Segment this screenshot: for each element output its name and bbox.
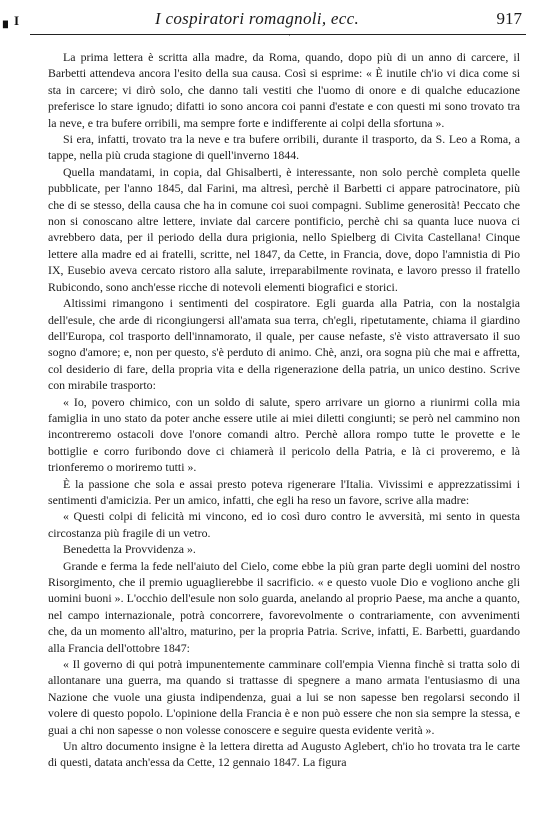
printer-mark: ·	[288, 30, 291, 40]
header-rule	[30, 34, 526, 35]
body-text	[48, 49, 520, 771]
paragraph: Grande e ferma la fede nell'aiuto del Cielo, come ebbe la più gran parte degli uomini del nostro Risorgimento, che il premio uguaglierebbe il sacrificio. « e questo vuole Dio e vogliono anche gli uomini buoni ». L'occhio dell'esule non solo guarda, anelando al proprio Paese, ma anche a quanto, nel campo internazionale, potrà concorrere, favorevolmente o contrariamente, con avvenimenti che, da un momento all'altro, maturino, per la propria Patria. Scrive, infatti, E. Barbetti, guardando alla Francia dell'ottobre 1847:	[48, 558, 520, 655]
page-number: 917	[496, 9, 522, 28]
paragraph: La prima lettera è scritta alla madre, da Roma, quando, dopo più di un anno di carcere, il Barbetti attendeva ancora l'esito della sua causa. Così si esprime: « È inutile ch'io vi dica come si sta in carcere; vi dirò solo, che danno tali vestiti che l'uomo di onore e di qualche educazione preferisce lo stare ignudo; difatti io sono ancora coi panni d'estate e con questi mi sono trovato tra la neve, e tra bufere orribili, ma sempre forte e indifferente ai colpi della sfortuna ».	[48, 50, 520, 130]
paragraph: Si era, infatti, trovato tra la neve e tra bufere orribili, durante il trasporto, da S. Leo a Roma, a tappe, nella più cruda stagione di quell'inverno 1844.	[48, 132, 520, 163]
paragraph: Quella mandatami, in copia, dal Ghisalberti, è interessante, non solo perchè completa quelle pubblicate, per l'anno 1845, dal Farini, ma altresì, perchè il Barbetti ci appare patrocinatore, più che di se stesso, della causa che ha in comune coi suoi compagni. Sublime generosità! Peccato che non si conoscano altre lettere, inviate dal carcere pontificio, perchè chi sa quanta luce nuova ci avrebbero data, per il periodo della dura prigionia, nello Spielberg di Civita Castellana! Cinque lettere alla madre ed ai fratelli, scritte, nel 1847, da Cette, in Francia, dove, dopo l'amnistia di Pio IX, Eusebio aveva cercato ristoro alla salute, irreparabilmente rovinata, e lavoro presso il fratello Rubicondo, sono anch'esse ricche di notevoli elementi biografici e storici.	[48, 164, 520, 294]
page-header	[0, 7, 550, 29]
paragraph: Benedetta la Provvidenza ».	[63, 542, 196, 557]
quotation: « Questi colpi di felicità mi vincono, ed io così duro contro le avversità, mi sento in questa circostanza più fragile di un vetro.	[48, 509, 520, 540]
quotation: « Il governo di qui potrà impunentemente camminare coll'empia Vienna finchè si tratta solo di allontanare una guerra, ma quando si trattasse di spegnere a mano armata l'entusiasmo di una Nazione che vuole una giusta indipendenza, guai a lui se non sapesse ben regolarsi secondo il volere di questo popolo. L'opinione della Francia è e non può essere che non sia sempre la stessa, e guai a chi non sapesse o non volesse conoscere e seguire questa evidente verità ».	[48, 657, 520, 737]
corner-mark: ▖I	[3, 13, 21, 28]
quotation: « Io, povero chimico, con un soldo di salute, spero arrivare un giorno a riunirmi colla mia famiglia in uno stato da poter anche essere utile ai miei diletti congiunti; se però nel cammino non incontreremo ostacoli dove l'onore comandi altro. Perchè allora rompo tutte le provette e le bottiglie e corro furibondo dove ci chiamerà il pericolo della Patria, e là ci proveremo, e là trionferemo o moriremo tutti ».	[48, 394, 520, 475]
paragraph: Un altro documento insigne è la lettera diretta ad Augusto Aglebert, ch'io ho trovata tra le carte di questi, datata anch'essa da Cette, 12 gennaio 1847. La figura	[48, 739, 520, 770]
paragraph: Altissimi rimangono i sentimenti del cospiratore. Egli guarda alla Patria, con la nostalgia dell'esule, che arde di ricongiungersi all'amata sua terra, ch'egli, ripetutamente, chiama il giardino dell'Europa, col trasporto dell'innamorato, il quale, per cause nefaste, s'è visto attraversato il suo sogno d'amore; e, non per questo, s'è perduto di animo. Chè, anzi, ora sogna più che mai e affretta, col desiderio di fare, della propria vita e della rigenerazione della patria, un unico destino. Scrive con mirabile trasporto:	[48, 296, 520, 393]
paragraph: È la passione che sola e assai presto poteva rigenerare l'Italia. Vivissimi e apprezzatissimi i sentimenti d'amicizia. Per un amico, infatti, che egli ha reso un favore, scrive alla madre:	[48, 476, 520, 507]
running-title: I cospiratori romagnoli, ecc.	[155, 9, 360, 28]
